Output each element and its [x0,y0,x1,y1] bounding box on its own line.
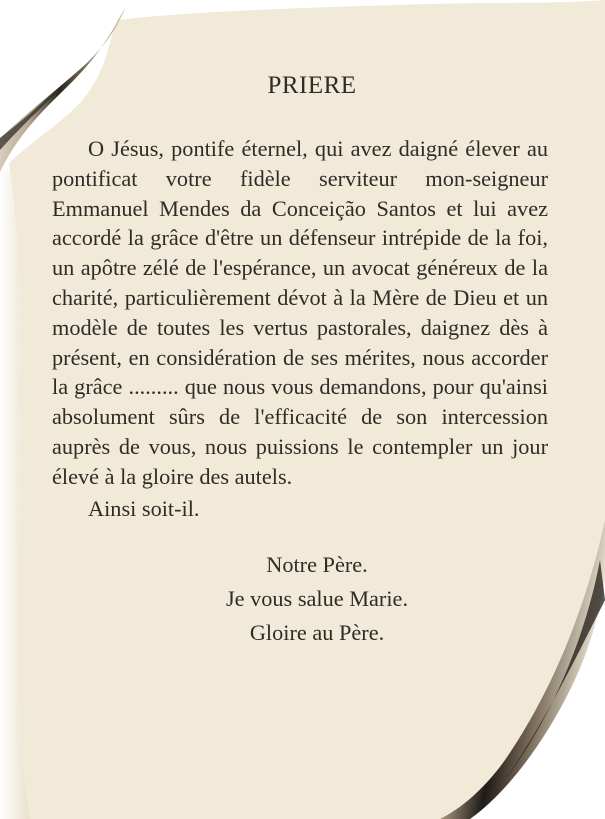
closing-prayer-line: Je vous salue Marie. [225,585,409,611]
prayer-paragraph: O Jésus, pontife éternel, qui avez daigné élever au pontificat votre fidèle serviteur mon-seigneur Emmanuel Mendes da Conceição Santos et lui avez accordé la grâce d'être un défenseur intrépide de la foi, un apôtre zélé de l'espérance, un avocat généreux de la charité, particulièrement dévot à la Mère de Dieu et un modèle de toutes les vertus pastorales, daignez dès à présent, en considération de ses mérites, nous accorder la grâce ......... que nous vous demandons, pour qu'ainsi absolument sûrs de l'efficacité de son intercession auprès de vous, nous puissions le contempler un jour élevé à la gloire des autels. [52,136,548,489]
closing-prayers [86,548,548,650]
amen-line: Ainsi soit-il. [88,495,200,521]
prayer-card [52,72,548,650]
closing-prayer-line: Notre Père. [266,551,368,577]
prayer-title: PRIERE [267,72,357,99]
closing-prayer-line: Gloire au Père. [249,619,385,645]
